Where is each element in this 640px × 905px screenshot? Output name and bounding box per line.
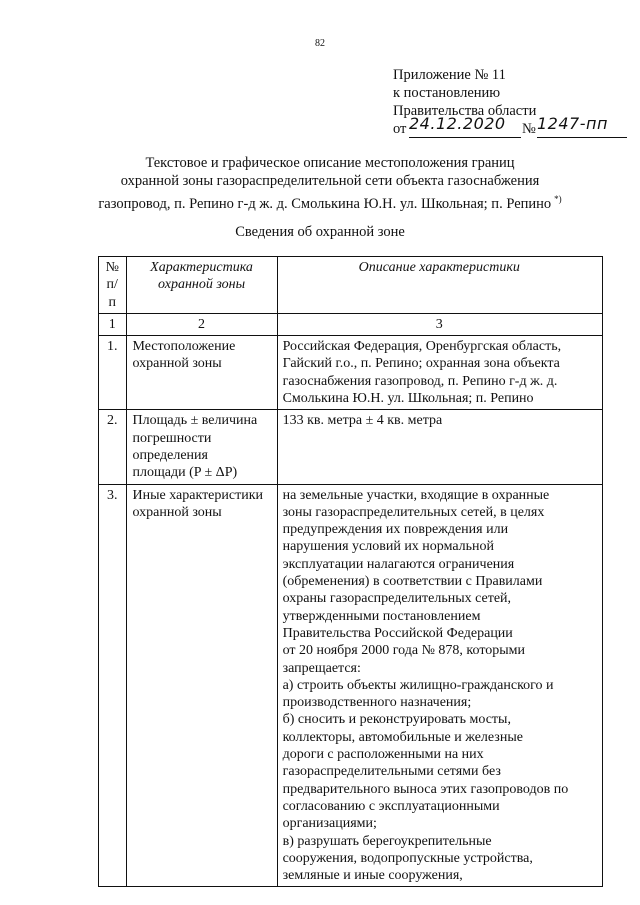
footnote-mark: *) [554,194,562,204]
table-header-row [99,257,603,314]
header-number-line-1: № [105,260,119,275]
row-description [277,410,602,484]
row-description [277,336,602,410]
text-line: Местоположение [132,339,236,355]
text-line: согласованию с эксплуатационными [282,798,500,814]
text-line: организациями; [282,816,377,832]
handwritten-number: 1247-пп [537,114,608,133]
header-characteristic-line-2: охранной зоны [158,277,246,293]
row-description [277,484,602,887]
text-line: предупреждения их повреждения или [282,522,509,538]
text-line: на земельные участки, входящие в охранные [282,487,550,503]
text-line: Российская Федерация, Оренбургская область, [282,339,562,355]
text-line: сооружения, водопропускные устройства, [282,850,533,866]
text-line: газораспределительными сетями без [282,764,501,780]
table-row [99,410,603,484]
text-line: охранной зоны [132,504,222,520]
appendix-line-3: Правительства области [393,103,537,119]
text-line: газоснабжения газопровод, п. Репино г-д ж. д. [282,373,558,389]
table-row [99,336,603,410]
text-line: а) строить объекты жилищно-гражданского и [282,677,554,693]
text-line: земляные и иные сооружения, [282,868,463,884]
title-line-1: Текстовое и графическое описание местоположения границ [145,155,515,171]
row-characteristic [127,484,277,887]
text-line: производственного назначения; [282,695,472,711]
text-line: охранной зоны [132,356,222,372]
page-number: 82 [315,38,325,49]
column-number-1: 1 [99,313,127,335]
text-line: нарушения условий их нормальной [282,539,495,555]
header-number [99,257,127,314]
number-sign: № [522,121,536,137]
appendix-line-1: Приложение № 11 [393,67,506,83]
row-number: 1. [99,336,127,410]
row-number: 2. [99,410,127,484]
handwritten-date: 24.12.2020 [409,114,506,133]
text-line: утвержденными постановлением [282,608,481,624]
row-number: 3. [99,484,127,887]
section-subtitle: Сведения об охранной зоне [235,224,405,240]
text-line: б) сносить и реконструировать мосты, [282,712,511,728]
date-underline [409,137,521,138]
text-line: Смолькина Ю.Н. ул. Школьная; п. Репино [282,391,534,407]
text-line: запрещается: [282,660,361,676]
protection-zone-table [98,256,603,887]
appendix-header [393,66,608,138]
column-number-3: 3 [277,313,602,335]
date-prefix: от [393,121,407,137]
row-characteristic [127,336,277,410]
text-line: Площадь ± величина [132,413,258,429]
text-line: погрешности [132,430,212,446]
header-characteristic-line-1: Характеристика [150,260,253,275]
text-line: определения [132,447,208,463]
appendix-date-line [393,114,608,138]
number-underline [537,137,627,138]
text-line: Гайский г.о., п. Репино; охранная зона объекта [282,356,560,372]
header-description: Описание характеристики [277,257,602,314]
text-line: дороги с расположенными на них [282,747,484,763]
title-line-2: охранной зоны газораспределительной сети объекта газоснабжения [120,173,540,189]
text-line: зоны газораспределительных сетей, в целях [282,504,545,520]
text-line: Иные характеристики [132,487,264,503]
table-row [99,484,603,887]
header-characteristic [127,257,277,314]
title-line-3 [80,190,580,213]
text-line: 133 кв. метра ± 4 кв. метра [282,413,443,429]
text-line: предварительного выноса этих газопроводов по [282,781,569,797]
header-number-line-2: п/п [106,277,118,310]
text-line: площади (P ± ΔP) [132,465,238,481]
column-number-row [99,313,603,335]
text-line: эксплуатации налагаются ограничения [282,556,515,572]
column-number-2: 2 [127,313,277,335]
text-line: (обременения) в соответствии с Правилами [282,574,543,590]
text-line: Правительства Российской Федерации [282,625,513,641]
text-line: коллекторы, автомобильные и железные [282,729,523,745]
document-title [80,154,580,213]
text-line: охраны газораспределительных сетей, [282,591,512,607]
text-line: от 20 ноября 2000 года № 878, которыми [282,643,526,659]
row-characteristic [127,410,277,484]
appendix-line-2: к постановлению [393,85,501,101]
title-line-3-text: газопровод, п. Репино г-д ж. д. Смолькина Ю.Н. ул. Школьная; п. Репино [98,196,552,212]
text-line: в) разрушать берегоукрепительные [282,833,492,849]
